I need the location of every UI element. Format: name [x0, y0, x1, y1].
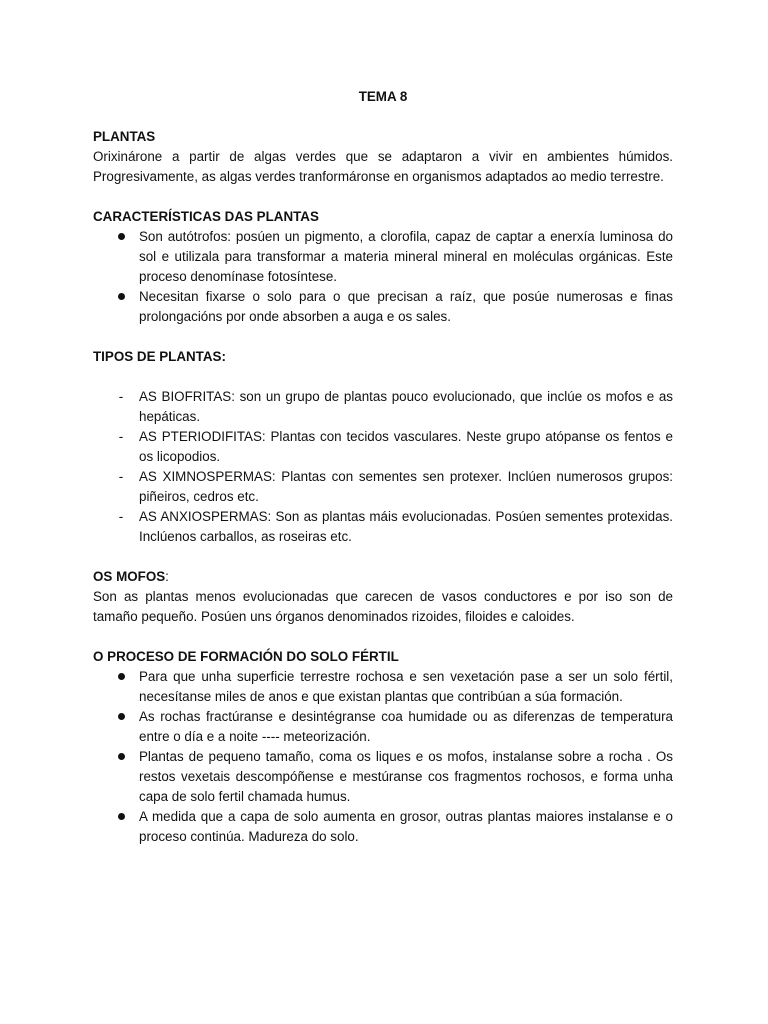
list-caracteristicas	[93, 227, 673, 327]
list-item-text: Plantas de pequeno tamaño, coma os liques e os mofos, instalanse sobre a rocha . Os restos vexetais descompóñense e mestúranse cos fragmentos rochosos, e forma unha capa de solo fertil chamada humus.	[139, 749, 673, 804]
list-item-text: AS PTERIODIFITAS: Plantas con tecidos vasculares. Neste grupo atópanse os fentos e os licopodios.	[139, 429, 673, 464]
list-tipos	[93, 387, 673, 547]
list-item	[93, 467, 673, 507]
list-item-text: AS ANXIOSPERMAS: Son as plantas máis evolucionadas. Posúen sementes protexidas. Inclúenos carballos, as roseiras etc.	[139, 509, 673, 544]
list-item	[93, 707, 673, 747]
heading-proceso: O PROCESO DE FORMACIÓN DO SOLO FÉRTIL	[93, 649, 399, 664]
heading-mofos	[93, 567, 673, 587]
list-item	[93, 747, 673, 807]
list-item	[93, 227, 673, 287]
list-item	[93, 667, 673, 707]
dash-marker: -	[118, 389, 124, 404]
spacer	[93, 367, 673, 387]
spacer	[93, 187, 673, 207]
list-item	[93, 807, 673, 847]
list-item-text: AS XIMNOSPERMAS: Plantas con sementes sen protexer. Inclúen numerosos grupos: piñeiros, cedros etc.	[139, 469, 673, 504]
list-item	[93, 287, 673, 327]
heading-mofos-text: OS MOFOS	[93, 569, 166, 584]
heading-tipos: TIPOS DE PLANTAS:	[93, 349, 226, 364]
bullet-icon	[113, 707, 129, 727]
bullet-icon	[113, 807, 129, 827]
page-title: TEMA 8	[358, 89, 408, 104]
dash-marker: -	[118, 509, 124, 524]
list-item-text: A medida que a capa de solo aumenta en grosor, outras plantas maiores instalanse e o proceso continúa. Madureza do solo.	[139, 809, 673, 844]
list-item	[93, 387, 673, 427]
heading-mofos-colon: :	[165, 569, 169, 584]
heading-caracteristicas: CARACTERÍSTICAS DAS PLANTAS	[93, 209, 319, 224]
heading-plantas: PLANTAS	[93, 129, 156, 144]
dash-marker: -	[118, 469, 124, 484]
paragraph-plantas: Orixinárone a partir de algas verdes que se adaptaron a vivir en ambientes húmidos. Progresivamente, as algas verdes tranformáronse en organismos adaptados ao medio terrestre.	[93, 149, 673, 184]
list-item-text: Son autótrofos: posúen un pigmento, a clorofila, capaz de captar a enerxía luminosa do sol e utilizala para transformar a materia mineral mineral en moléculas orgánicas. Este proceso denomínase fotosíntese.	[139, 229, 673, 284]
dash-marker: -	[118, 429, 124, 444]
document-page	[93, 87, 673, 847]
list-item	[93, 507, 673, 547]
list-item-text: As rochas fractúranse e desintégranse coa humidade ou as diferenzas de temperatura entre o día e a noite ---- meteorización.	[139, 709, 673, 744]
spacer	[93, 627, 673, 647]
bullet-icon	[113, 747, 129, 767]
bullet-icon	[113, 667, 129, 687]
list-item-text: AS BIOFRITAS: son un grupo de plantas pouco evolucionado, que inclúe os mofos e as hepáticas.	[139, 389, 673, 424]
list-item-text: Necesitan fixarse o solo para o que precisan a raíz, que posúe numerosas e finas prolongacións por onde absorben a auga e os sales.	[139, 289, 673, 324]
list-proceso	[93, 667, 673, 847]
bullet-icon	[113, 227, 129, 247]
paragraph-mofos: Son as plantas menos evolucionadas que carecen de vasos conductores e por iso son de tamaño pequeño. Posúen uns órganos denominados rizoides, filoides e caloides.	[93, 589, 673, 624]
spacer	[93, 327, 673, 347]
list-item-text: Para que unha superficie terrestre rochosa e sen vexetación pase a ser un solo fértil, necesítanse miles de anos e que existan plantas que contribúan a súa formación.	[139, 669, 673, 704]
spacer	[93, 547, 673, 567]
bullet-icon	[113, 287, 129, 307]
list-item	[93, 427, 673, 467]
